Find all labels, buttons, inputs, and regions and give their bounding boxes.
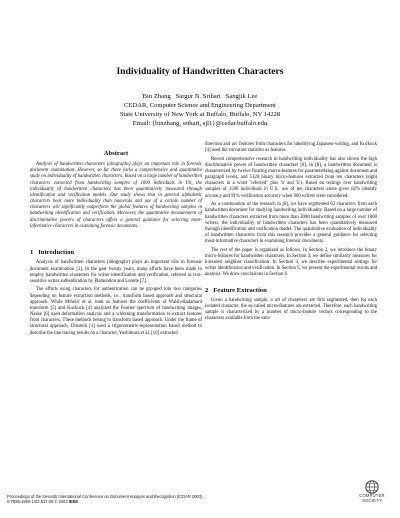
section-2-heading: 2 Feature Extraction <box>205 286 267 294</box>
email: Email: {binzhang, srihari, sjl1}@cedar.buffalo.edu <box>132 120 268 127</box>
right-paragraph: Recent comprehensive research in handwriting individuality has also shown the high discriminative power of handwritten characters [8]. In [8], a handwritten document is characterized by twelve floating macro-features for parameterizing against document and paragraph levels, and 5120 binary micro-features extracted from ten characters (eight characters in a word "referred" plus 'b' and 'h'). Based on testings over handwriting samples of 1500 individuals in U.S., use of ten characters alone gives 82% identify accuracy and 91% verification accuracy when 900 writers were considered. <box>205 156 377 199</box>
footer-isbn-text: 0-7695-1960-1/03 $17.00 © 2003 <box>7 499 69 505</box>
logo-text-computer: COMPUTER <box>359 493 385 498</box>
section-1-paragraph: Analysis of handwritten characters (allographs) plays an important role in forensic document examination [3]. In the past twenty years, many efforts have been made to employ handwritten characters for writer identification and verification, referred as text-sensitive writer authentication by Plamondon and Lorette [7]. <box>30 260 202 284</box>
logo-text-society: SOCIETY <box>362 497 382 503</box>
footer-ieee: IEEE <box>68 499 79 505</box>
paper-title: Individuality of Handwritten Characters <box>116 66 284 77</box>
right-column <box>205 142 377 325</box>
section-2-paragraph: Given a handwriting sample, a set of characters are first segmented, then for each isolated character, the so-called micro-features are extracted. Therefore, each handwriting sample is characterized by a number of micro-feature vectors corresponding to the characters available from the sam- <box>205 298 377 322</box>
right-paragraph: The rest of the paper is organized as follows. In Section 2, we introduce the binary micro-features for handwritten characters. In Section 3, we define similarity measures for k-nearest neighbor classification. In Section 4, we describe experimental settings for writer identification and verification. In Section 5, we present the experimental results and analysis. We draw conclusions in Section 6. <box>205 247 377 278</box>
left-column <box>30 145 202 339</box>
footer-isbn <box>7 499 202 504</box>
section-1-paragraph: The efforts using characters for authentication can be grouped into two categories depending on feature extraction methods, i.e., transform based approach and structural approach. While Mihelic et al. took as features the coefficients of Walsh-Hadamard transform [5] and Kuckuck [4] analyzed the Fourier spectrum of handwriting images, Naske [6] used deformation analysis and a whitening transformation to extract features from characters. These methods belong to transform based approach. Under the frame of structural approach, Dinstein [1] used a trigonometric-representation based method to describe the line tracing results on a character, Yoshimura et al. [10] extracted <box>30 287 202 336</box>
footer-proceedings: Proceedings of the Seventh International Conference on Document Analysis and Recognition (ICDAR 2003) <box>7 494 203 499</box>
computer-society-logo <box>352 480 392 512</box>
affiliation: CEDAR, Computer Science and Engineering Department <box>124 102 276 109</box>
address: State University of New York at Buffalo, Buffalo, NY 14228 <box>119 111 281 118</box>
right-paragraph: direction and arc features from characters for identifying Japanese writing, and Kuckuck [4] used the curvature statistics as features. <box>205 142 377 154</box>
page-footer <box>7 494 202 505</box>
section-1-heading: 1 Introduction <box>30 249 75 257</box>
abstract-text: Analysis of handwritten characters (allographs) plays an important role in forensic document examination. However, so far there lacks a comprehensive and quantitative study on individuality of handwritten characters. Based on a large number of handwritten characters extracted from handwriting samples of 1000 individuals in US, the individuality of handwritten characters has been quantitatively measured through identification and verification models. Our study shows that in general alphabetic characters bear more individuality than numerals and use of a certain number of characters will significantly outperform the global features of handwriting samples in handwriting identification and verification. Moreover, the quantitative measurement of discriminative powers of characters offers a general guidance for selecting most-informative characters in examining forensic documents. <box>30 162 202 229</box>
authors: Bin Zhang Sargur N. Srihari Sangjik Lee <box>142 93 258 100</box>
ieee-computer-society-logo <box>365 480 379 494</box>
abstract-heading: Abstract <box>103 150 129 157</box>
right-paragraph: As a continuation of the research in [8], we have segmented 62 characters from each handwritten document for studying handwriting individuality. Based on a large number of handwritten characters extracted from more than 3000 handwriting samples of over 1000 writers, the individuality of handwritten characters has been quantitatively measured through identification and verification model. The quantitative evaluation of individuality of handwritten characters from this research provides a general guidance for selecting most-informative characters in examining forensic documents. <box>205 202 377 245</box>
